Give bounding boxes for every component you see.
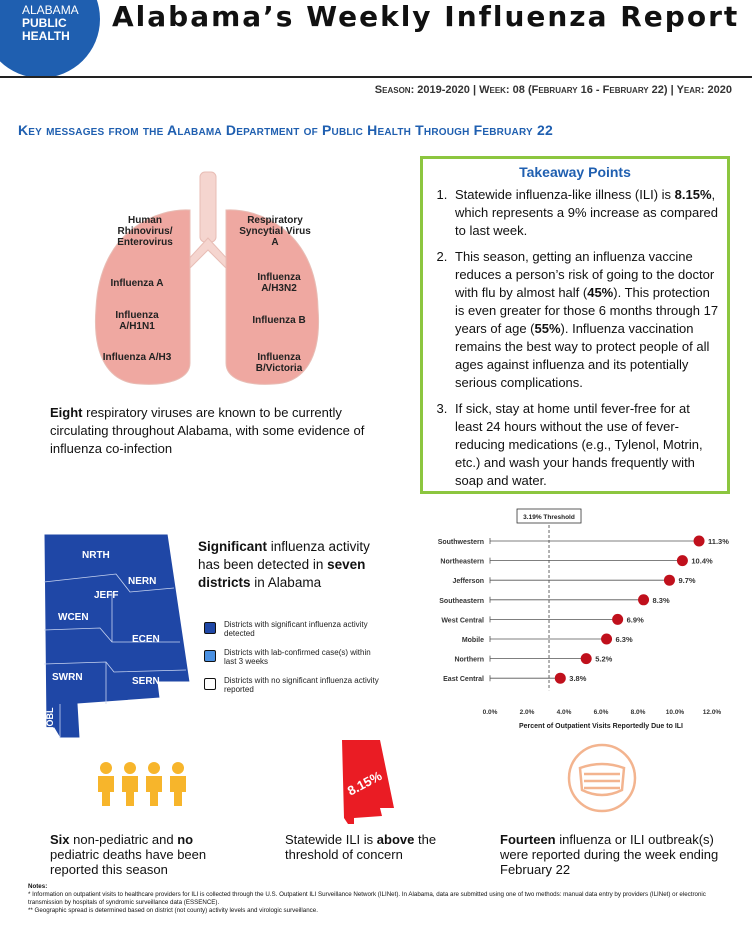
category-label: Northeastern	[440, 558, 484, 566]
significant-activity-text	[198, 538, 388, 592]
legend-label: Districts with no significant influenza activity reported	[224, 676, 379, 694]
sig-text: in Alabama	[250, 575, 322, 590]
lung-label: Influenza A/H3N2	[257, 272, 301, 294]
logo-line-3: HEALTH	[22, 29, 70, 43]
page-title: Alabama’s Weekly Influenza Report	[112, 0, 740, 33]
point-text: , which represents a 9% increase as compared to last week.	[455, 187, 719, 238]
x-tick-label: 8.0%	[630, 709, 646, 717]
data-point	[664, 575, 675, 586]
x-tick-label: 6.0%	[593, 709, 609, 717]
value-label: 6.3%	[615, 635, 633, 644]
lung-label: Influenza A	[110, 278, 164, 289]
point-bold: 8.15%	[674, 187, 712, 202]
x-tick-label: 2.0%	[519, 709, 535, 717]
x-axis-title: Percent of Outpatient Visits Reportedly Due to ILI	[518, 723, 684, 730]
caption-bold: Eight	[50, 405, 83, 420]
value-label: 9.7%	[678, 576, 696, 586]
point-text: If sick, stay at home until fever-free for at least 24 hours without the use of fever-reducing medications (e.g., Tylenol, Motrin, etc.) and wash your hands frequently with soap and water.	[455, 401, 703, 488]
season-line: Season: 2019-2020 | Week: 08 (February 16 - February 22) | Year: 2020	[374, 84, 732, 96]
x-tick-label: 10.0%	[665, 709, 685, 717]
alabama-district-map	[40, 532, 190, 738]
stat-text: influenza or ILI outbreak(s) were reported during the week ending February 22	[500, 832, 719, 877]
district-label: NERN	[128, 576, 157, 587]
ili-percent-label: 8.15%	[344, 767, 385, 799]
takeaway-box	[420, 156, 730, 494]
people-icon	[94, 760, 190, 808]
logo-line-1: ALABAMA	[22, 3, 79, 17]
lung-label: Influenza B/Victoria	[255, 352, 303, 374]
value-label: 10.4%	[691, 556, 713, 566]
district-label: NRTH	[82, 550, 110, 561]
data-point	[555, 673, 566, 684]
legend-swatch	[204, 650, 216, 662]
category-label: East Central	[443, 676, 484, 684]
lung-label: Influenza B	[252, 315, 306, 326]
stat-text: Statewide ILI is	[285, 832, 377, 847]
lungs-caption	[50, 404, 380, 458]
logo-line-2: PUBLIC	[22, 16, 67, 30]
stat-text: pediatric deaths have been reported this season	[50, 847, 207, 877]
point-text: ). This protection is even greater for those 6 months through 17 years of age (	[455, 285, 719, 336]
district-label: SERN	[132, 676, 160, 687]
adph-logo	[0, 0, 100, 78]
point-text: ). Influenza vaccination remains the best way to protect people of all ages against influenza and its potentially serious complications.	[455, 321, 710, 390]
takeaway-title: Takeaway Points	[519, 164, 631, 180]
value-label: 8.3%	[652, 595, 670, 605]
sig-bold: Significant	[198, 539, 268, 554]
note-line: ** Geographic spread is determined based on district (not county) activity levels and virologic surveillance.	[28, 907, 318, 914]
x-tick-label: 12.0%	[702, 709, 722, 717]
lung-label: Human Rhinovirus/ Enterovirus	[117, 215, 173, 248]
district-label: JEFF	[94, 590, 119, 601]
stat-bold: above	[376, 832, 415, 847]
outbreaks-stat	[500, 832, 720, 877]
takeaway-point	[451, 186, 719, 240]
deaths-stat	[50, 832, 240, 877]
takeaway-point	[451, 248, 719, 392]
district-label: SWRN	[52, 672, 83, 683]
data-point	[694, 536, 705, 547]
value-label: 5.2%	[595, 654, 613, 664]
data-point	[581, 653, 592, 664]
point-text: Statewide influenza-like illness (ILI) is	[455, 187, 675, 202]
value-label: 11.3%	[708, 537, 729, 546]
x-tick-label: 0.0%	[482, 709, 498, 717]
stat-bold: no	[177, 832, 194, 847]
value-label: 6.9%	[626, 615, 644, 625]
data-point	[638, 594, 649, 605]
category-label: Southeastern	[439, 597, 484, 605]
point-bold: 55%	[534, 321, 561, 336]
notes-title: Notes:	[28, 883, 48, 890]
ili-threshold-stat	[285, 832, 465, 862]
mask-icon	[566, 742, 638, 814]
district-label: MOBL	[45, 707, 55, 734]
category-label: Southwestern	[437, 539, 484, 546]
lung-label: Influenza A/H3	[102, 352, 172, 363]
lung-label: Respiratory Syncytial Virus A	[239, 215, 311, 248]
point-bold: 45%	[587, 285, 614, 300]
sig-bold: seven districts	[198, 557, 366, 590]
district-label: ECEN	[132, 634, 160, 645]
lung-label: Influenza A/H1N1	[115, 310, 159, 332]
caption-text: respiratory viruses are known to be currently circulating throughout Alabama, with some evidence of influenza co-infection	[50, 405, 365, 456]
key-messages-heading: Key messages from the Alabama Department of Public Health Through February 22	[18, 122, 553, 138]
legend-label: Districts with lab-confirmed case(s) within last 3 weeks	[224, 648, 371, 666]
legend-item	[204, 676, 379, 698]
x-tick-label: 4.0%	[556, 709, 572, 717]
legend-swatch	[204, 678, 216, 690]
stat-text: non-pediatric and	[69, 832, 178, 847]
note-line: * Information on outpatient visits to healthcare providers for ILI is collected through the U.S. Outpatient ILI Surveillance Network (ILINet). In Alabama, data are submitted using one of two methods: manual data entry by providers (ILINet) or electronic transmission by hospitals of syndromic surveillance data (ESSENCE).	[28, 891, 706, 906]
stat-bold: Fourteen	[500, 832, 556, 847]
district-label: WCEN	[58, 612, 89, 623]
threshold-label: 3.19% Threshold	[523, 514, 575, 521]
header-rule	[0, 76, 752, 78]
legend-item	[204, 648, 379, 670]
legend-swatch	[204, 622, 216, 634]
category-label: West Central	[441, 617, 484, 625]
sig-text: influenza activity has been detected in	[198, 539, 370, 572]
category-label: Mobile	[461, 637, 484, 644]
legend-item	[204, 620, 379, 642]
legend-label: Districts with significant influenza activity detected	[224, 620, 368, 638]
ili-by-district-chart	[420, 505, 740, 730]
data-point	[601, 634, 612, 645]
stat-bold: Six	[50, 832, 70, 847]
point-text: This season, getting an influenza vaccine reduces a person’s risk of going to the doctor with flu by almost half (	[455, 249, 715, 300]
data-point	[612, 614, 623, 625]
alabama-state-icon	[340, 738, 396, 824]
value-label: 3.8%	[569, 674, 587, 684]
takeaway-point	[451, 400, 719, 490]
stat-text: the threshold of concern	[285, 832, 437, 862]
data-point	[677, 555, 688, 566]
category-label: Jefferson	[452, 578, 484, 586]
notes	[28, 883, 738, 915]
category-label: Northern	[454, 656, 484, 664]
